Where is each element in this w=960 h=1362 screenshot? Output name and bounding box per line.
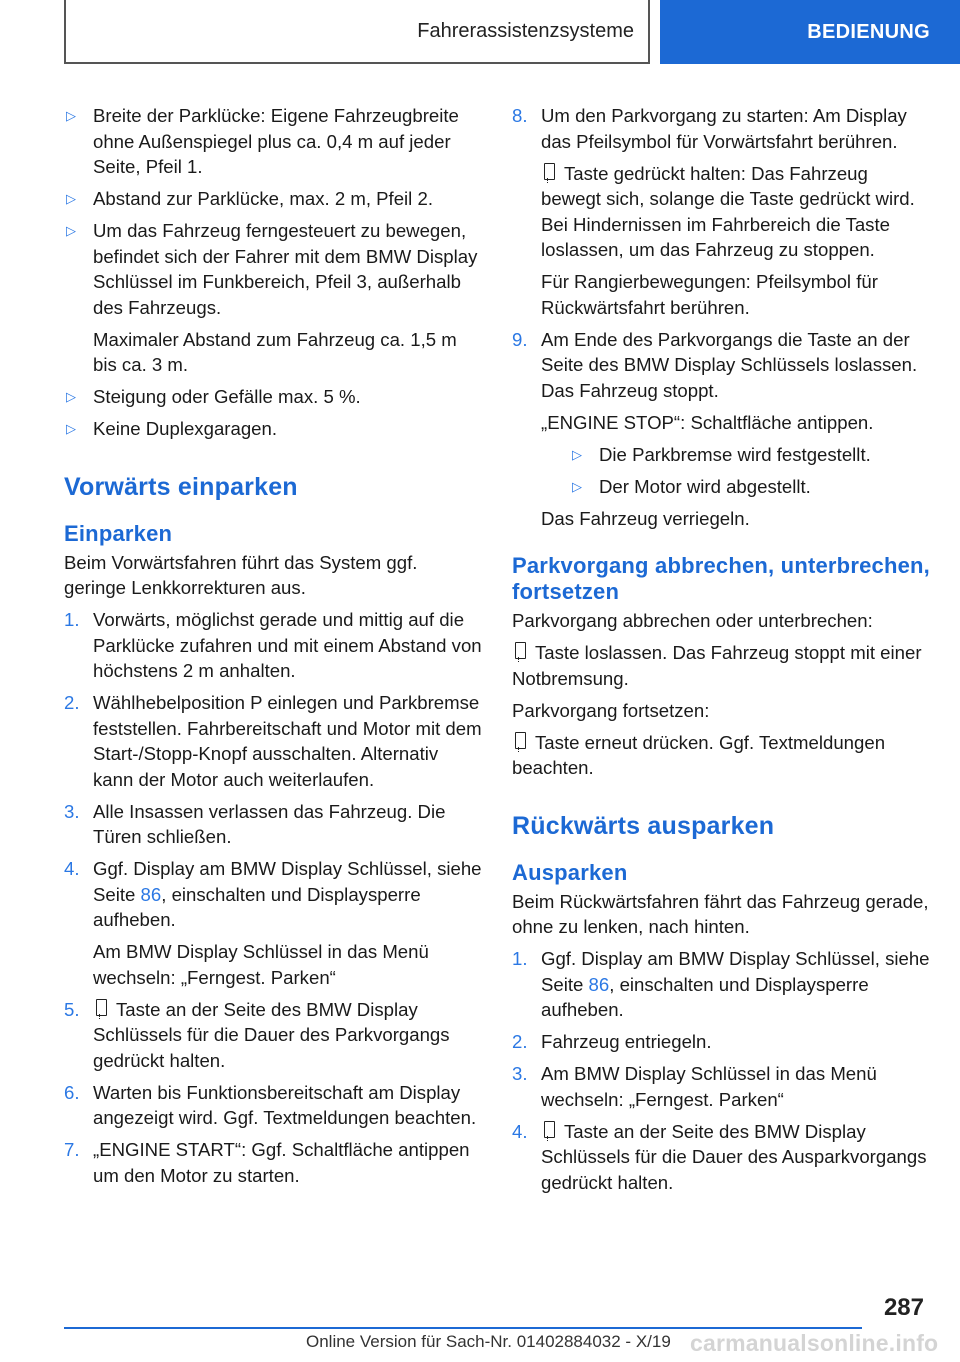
list-item: 3. Alle Insassen verlassen das Fahrzeug. Die Türen schließen. [64,800,446,847]
left-column [64,103,482,1195]
step-note: Taste gedrückt halten: Das Fahrzeug bewegt sich, solange die Taste gedrückt wird. Bei Hindernissen im Fahrbereich die Taste loslassen, um das Fahrzeug zu stoppen. [541,162,915,260]
bullet-item: ▷ Abstand zur Parklücke, max. 2 m, Pfeil 2. [64,186,482,212]
page-number: 287 [883,1294,924,1321]
key-button-icon [514,732,525,751]
list-item: 8. Um den Parkvorgang zu starten: Am Display das Pfeilsymbol für Vorwärtsfahrt berühren. [512,105,907,152]
header-section-title: Fahrerassistenzsysteme [64,0,650,64]
list-item: 3. Am BMW Display Schlüssel in das Menü wechseln: „Ferngest. Parken“ [512,1063,877,1110]
subsection-heading: Parkvorgang abbrechen, unterbrechen, fortsetzen [512,553,930,604]
header-chapter-tab[interactable]: BEDIENUNG [660,0,960,64]
bullet-note: Maximaler Abstand zum Fahrzeug ca. 1,5 m bis ca. 3 m. [93,328,457,375]
page-reference-link[interactable]: 86 [140,883,162,905]
list-item: 4. Ggf. Display am BMW Display Schlüssel, siehe Seite 86, einschalten und Displaysperre aufheben. [64,858,482,930]
key-button-icon [95,999,106,1018]
triangle-bullet-icon: ▷ [66,108,76,123]
subsection-heading: Einparken [64,520,173,546]
triangle-bullet-icon: ▷ [66,421,76,436]
key-button-icon [514,642,525,661]
step-note: Für Rangierbewegungen: Pfeilsymbol für Rückwärtsfahrt berühren. [541,271,878,318]
triangle-bullet-icon: ▷ [66,389,76,404]
list-item: 4. Taste an der Seite des BMW Display Schlüssels für die Dauer des Ausparkvorgangs gedrückt halten. [512,1120,927,1193]
subsection-heading: Ausparken [512,859,628,885]
step-note: „ENGINE STOP“: Schaltfläche antippen. [541,411,874,433]
key-button-icon [543,1121,554,1140]
bullet-item: ▷ Steigung oder Gefälle max. 5 %. [64,384,482,410]
page-reference-link[interactable]: 86 [588,973,610,995]
intro-paragraph: Beim Rückwärtsfahren fährt das Fahrzeug gerade, ohne zu lenken, nach hinten. [512,890,929,937]
paragraph: Taste erneut drücken. Ggf. Textmeldungen beachten. [512,731,886,778]
triangle-bullet-icon: ▷ [66,191,76,206]
key-button-icon [543,163,554,182]
bullet-item: ▷ Um das Fahrzeug ferngesteuert zu bewegen, befindet sich der Fahrer mit dem BMW Display Schlüssel im Funkbereich, Pfeil 3, außerhalb des Fahrzeugs. [64,218,482,320]
step-note: Am BMW Display Schlüssel in das Menü wechseln: „Ferngest. Parken“ [93,941,429,988]
step-note: Das Fahrzeug verriegeln. [541,507,750,529]
paragraph: Taste loslassen. Das Fahrzeug stoppt mit einer Notbremsung. [512,642,922,689]
list-item: 2. Fahrzeug entriegeln. [512,1031,712,1052]
triangle-bullet-icon: ▷ [572,446,582,462]
list-item: 9. Am Ende des Parkvorgangs die Taste an der Seite des BMW Display Schlüssels loslassen. Das Fahrzeug stoppt. [512,328,918,401]
list-item: 1. Ggf. Display am BMW Display Schlüssel, siehe Seite 86, einschalten und Displaysperre aufheben. [512,948,930,1020]
bullet-item: ▷ Breite der Parklücke: Eigene Fahrzeugbreite ohne Außenspiegel plus ca. 0,4 m auf jeder Seite, Pfeil 1. [64,103,482,180]
watermark: carmanualsonline.info [690,1330,939,1356]
list-item: 2. Wählhebelposition P einlegen und Parkbremse feststellen. Fahrbereitschaft und Motor mit dem Start-/Stopp-Knopf ausschalten. Alternativ kann der Motor auch weiterlaufen. [64,692,482,790]
right-column [512,103,932,1202]
triangle-bullet-icon: ▷ [66,223,76,238]
sub-bullet-item: ▷ Der Motor wird abgestellt. [512,474,932,500]
bullet-item: ▷ Keine Duplexgaragen. [64,416,482,442]
footer-online-version: Online Version für Sach-Nr. 01402884032 - X/19 [306,1332,671,1351]
section-heading: Rückwärts ausparken [512,811,775,840]
triangle-bullet-icon: ▷ [572,478,582,494]
intro-paragraph: Beim Vorwärtsfahren führt das System ggf. geringe Lenkkorrekturen aus. [64,551,418,598]
list-item: 6. Warten bis Funktionsbereitschaft am Display angezeigt wird. Ggf. Textmeldungen beachten. [64,1081,477,1128]
sub-bullet-item: ▷ Die Parkbremse wird festgestellt. [512,442,932,468]
list-item: 1. Vorwärts, möglichst gerade und mittig auf die Parklücke zufahren und mit einem Abstand von höchstens 2 m anhalten. [64,609,482,681]
section-heading: Vorwärts einparken [64,472,298,501]
footer-divider [64,1327,862,1329]
list-item: 7. „ENGINE START“: Ggf. Schaltfläche antippen um den Motor zu starten. [64,1139,470,1186]
paragraph: Parkvorgang abbrechen oder unterbrechen: [512,610,873,631]
paragraph: Parkvorgang fortsetzen: [512,699,710,721]
list-item: 5. Taste an der Seite des BMW Display Schlüssels für die Dauer des Parkvorgangs gedrückt halten. [64,998,450,1071]
